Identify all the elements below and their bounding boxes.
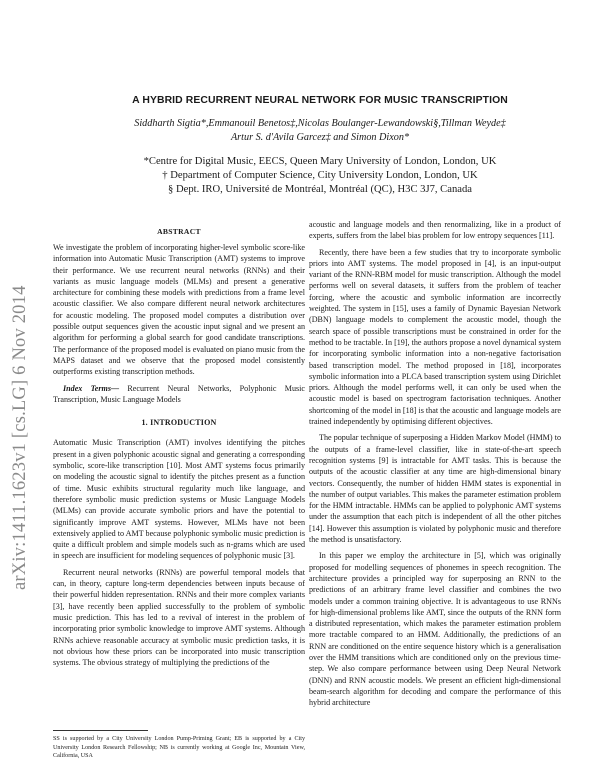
intro-paragraph-1: Automatic Music Transcription (AMT) involves identifying the pitches present in a given polyphonic acoustic signal and generating a corresponding symbolic, score-like transcription [10]. Most AMT systems focus primarily on modeling the acoustic signal to identify the pitches present as a function of time. Music exhibits structural regularity much like language, and therefore symbolic music prediction systems or Music Language Models (MLMs) can provide accurate symbolic priors and have the potential to significantly improve AMT systems. However, MLMs have not been extensively applied to AMT because polyphonic symbolic music prediction is quite a difficult problem and simple models such as n-grams which are used in speech are insufficient for modeling sequences of polyphonic music [3]. [53, 438, 305, 561]
paper-title: A HYBRID RECURRENT NEURAL NETWORK FOR MUSIC TRANSCRIPTION [132, 95, 508, 106]
body-paragraph-2: The popular technique of superposing a Hidden Markov Model (HMM) to the outputs of a frame-level classifier, like in state-of-the-art speech recognition systems [9] is intractable for AMT tasks. This is because the outputs of the acoustic classifier at any time are high-dimensional binary vectors. Consequently, the number of hidden HMM states is exponential in the number of output variables. This makes the parameter estimation problem for the HMM intractable. HMMs can be applied to polyphonic AMT systems under the assumption that each pitch is independent of all the other pitches [14]. However this assumption is violated by polyphonic music and therefore the method is unsatisfactory. [309, 433, 561, 545]
affiliation-1: *Centre for Digital Music, EECS, Queen Mary University of London, London, UK [143, 156, 497, 167]
section-heading-introduction: 1. INTRODUCTION [141, 418, 217, 428]
body-paragraph-1: Recently, there have been a few studies that try to incorporate symbolic priors into AMT systems. The model proposed in [4], is an input-output variant of the RNN-RBM model for music transcription. Although the model performs well on several datasets, it suffers from the problem of teacher forcing, where the acoustic and symbolic information are incorrectly weighted. The system in [15], uses a family of Dynamic Bayesian Network (DBN) language models to complement the acoustic model, though the search space of possible transcriptions must be constrained in order for the method to be tractable. In [19], the authors propose a novel dynamical system for incorporating symbolic information into a non-negative factorisation based transcription model. The method proposed in [18], incorporates symbolic information into a PLCA based transcription system using Dirichlet priors. Although the model performs well, it can only be used when the acoustic model is based on spectrogram factorisation techniques. Another shortcoming of the model in [18] is that the acoustic and language models are trained independently by optimising different objectives. [309, 247, 561, 427]
body-paragraph-0: acoustic and language models and then renormalizing, like in a product of experts, suffers from the label bias problem for low entropy sequences [11]. [309, 220, 561, 241]
affiliation-2: † Department of Computer Science, City University London, London, UK [162, 170, 478, 181]
right-column [309, 219, 561, 708]
index-terms-text: Recurrent Neural Networks, Polyphonic Music Transcription, Music Language Models [53, 383, 305, 404]
author-list [60, 117, 580, 145]
authors-line-2: Artur S. d'Avila Garcez‡ and Simon Dixon* [230, 132, 410, 143]
footnote: SS is supported by a City University London Pump-Priming Grant; EB is supported by a City University London Research Fellowship; NB is currently working at Google Inc, Mountain View, California, USA [53, 736, 305, 760]
abstract-text: We investigate the problem of incorporating higher-level symbolic score-like information into Automatic Music Transcription (AMT) systems to improve their performance. We use recurrent neural networks (RNNs) and their variants as music language models (MLMs) and present a generative architecture for combining these models with predictions from a frame level acoustic classifier. We also compare different neural network architectures for acoustic modeling. The proposed model computes a distribution over possible output sequences given the acoustic input signal and we present an algorithm for performing a global search for good candidate transcriptions. The performance of the proposed model is evaluated on piano music from the MAPS dataset and we observe that the proposed model consistently outperforms existing transcription methods. [53, 243, 305, 377]
intro-paragraph-2: Recurrent neural networks (RNNs) are powerful temporal models that can, in theory, capture long-term dependencies between inputs because of their powerful hidden representation. RNNs and their more complex variants [3], have recently been applied successfully to the problem of symbolic music prediction. This has led to a revival of interest in the problem of incorporating prior symbolic knowledge to improve AMT systems. Although RNNs achieve reasonable accuracy at symbolic music prediction tasks, it is not obvious how these priors can be incorporated into music transcription systems. The obvious strategy of multiplying the predictions of the [53, 567, 305, 668]
footnote-rule [53, 730, 148, 731]
body-paragraph-3: In this paper we employ the architecture in [5], which was originally proposed for modelling sequences of phonemes in speech recognition. The architecture provides a principled way for superposing an RNN to the predictions of an arbitrary frame level classifier and combines the two models under a common training objective. It is advantageous to use RNNs for high-dimensional problems like AMT, since the outputs of the RNN form a distributed representation, which makes the parameter estimation problem more tractable compared to an HMM. Additionally, the predictions of an RNN are conditioned on the entire sequence history which is a generalisation over the HMM transitions which are conditioned only on the previous time-step. We also compare performance between using Deep Neural Network (DNN) and RNN acoustic models. We present an efficient high-dimensional beam-search algorithm for decoding and compare the performance of this hybrid architecture [309, 551, 561, 708]
index-terms [53, 383, 305, 406]
index-terms-label: Index Terms— [63, 383, 120, 393]
affiliation-3: § Dept. IRO, Université de Montréal, Montréal (QC), H3C 3J7, Canada [168, 184, 472, 195]
arxiv-stamp: arXiv:1411.1623v1 [cs.LG] 6 Nov 2014 [10, 285, 30, 590]
abstract-heading: ABSTRACT [157, 227, 201, 236]
left-column [53, 226, 305, 668]
affiliations [60, 155, 580, 197]
authors-line-1: Siddharth Sigtia*,Emmanouil Benetos‡,Nicolas Boulanger-Lewandowski§,Tillman Weyde‡ [134, 118, 506, 129]
